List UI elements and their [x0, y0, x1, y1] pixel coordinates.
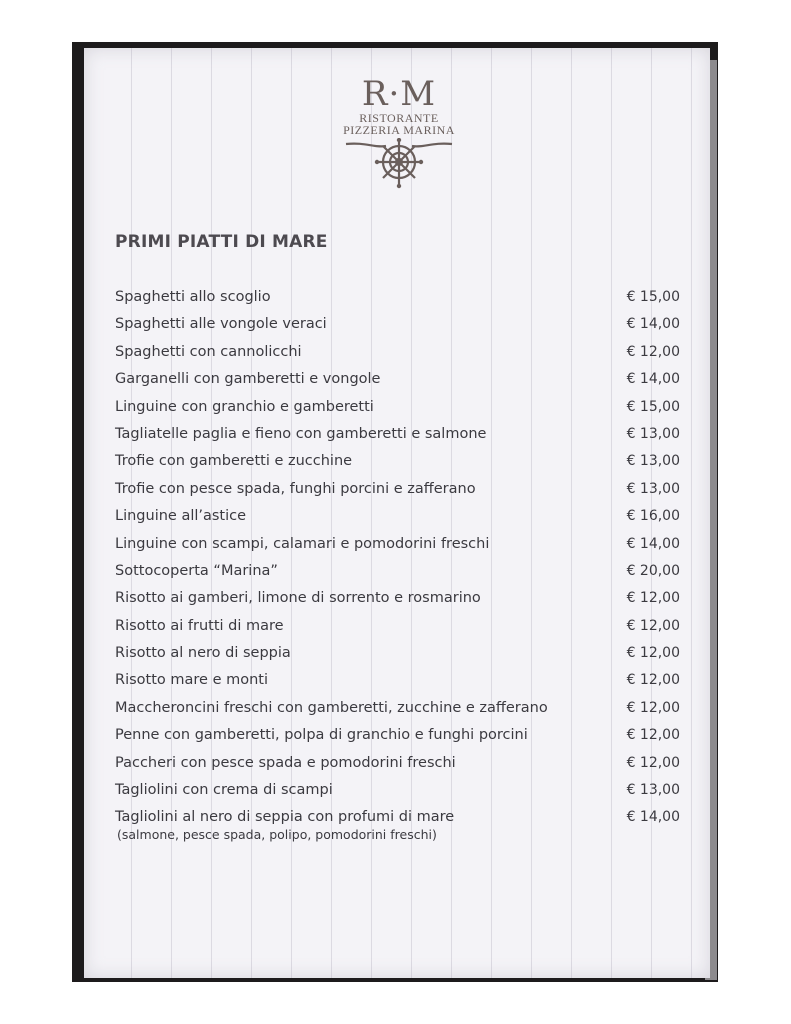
menu-item	[115, 534, 680, 561]
menu-item-name: Risotto ai frutti di mare	[115, 617, 284, 634]
menu-item-note: (salmone, pesce spada, polipo, pomodorini freschi)	[117, 827, 437, 843]
ships-wheel-icon	[344, 138, 454, 190]
menu-item	[115, 314, 680, 341]
menu-item	[115, 342, 680, 369]
menu-item-name: Maccheroncini freschi con gamberetti, zucchine e zafferano	[115, 699, 548, 716]
menu-item-price: € 15,00	[626, 398, 680, 415]
dish-list	[115, 287, 680, 843]
menu-item-name: Spaghetti con cannolicchi	[115, 343, 302, 360]
menu-item-name: Spaghetti allo scoglio	[115, 289, 271, 305]
menu-item	[115, 397, 680, 424]
menu-item-name: Sottocoperta “Marina”	[115, 562, 278, 579]
menu-item-price: € 12,00	[626, 672, 680, 689]
menu-item	[115, 451, 680, 478]
logo-name-line1: RISTORANTE	[359, 111, 439, 125]
menu-item-price: € 15,00	[626, 289, 680, 305]
menu-item-price: € 14,00	[626, 809, 680, 826]
menu-item	[115, 698, 680, 725]
section-title: PRIMI PIATTI DI MARE	[115, 232, 328, 252]
menu-item	[115, 506, 680, 533]
menu-item-name: Linguine con scampi, calamari e pomodorini freschi	[115, 535, 490, 552]
menu-item-price: € 13,00	[626, 425, 680, 442]
menu-item	[115, 588, 680, 615]
menu-item-name: Risotto mare e monti	[115, 672, 268, 689]
menu-item	[115, 479, 680, 506]
menu-item	[115, 561, 680, 588]
menu-item	[115, 780, 680, 807]
menu-item	[115, 643, 680, 670]
menu-item-price: € 12,00	[626, 699, 680, 716]
menu-item-price: € 12,00	[626, 343, 680, 360]
menu-item	[115, 369, 680, 396]
menu-item	[115, 753, 680, 780]
menu-item-name: Risotto ai gamberi, limone di sorrento e rosmarino	[115, 590, 481, 607]
menu-item-name: Tagliolini al nero di seppia con profumi di mare	[115, 809, 455, 826]
menu-item	[115, 670, 680, 697]
menu-item-price: € 13,00	[626, 782, 680, 799]
menu-item-price: € 13,00	[626, 480, 680, 497]
menu-item-price: € 12,00	[626, 590, 680, 607]
menu-item-price: € 14,00	[626, 535, 680, 552]
menu-item-price: € 12,00	[626, 617, 680, 634]
menu-item-price: € 20,00	[626, 562, 680, 579]
menu-item-price: € 12,00	[626, 727, 680, 744]
menu-item-name: Trofie con gamberetti e zucchine	[115, 453, 353, 470]
logo-initials: R·M	[361, 74, 437, 114]
menu-item-name: Garganelli con gamberetti e vongole	[115, 371, 381, 388]
menu-item	[115, 807, 680, 843]
menu-item	[115, 616, 680, 643]
menu-item-name: Tagliolini con crema di scampi	[115, 782, 333, 799]
menu-item-name: Linguine con granchio e gamberetti	[115, 398, 374, 415]
menu-item	[115, 725, 680, 752]
restaurant-logo	[339, 76, 459, 190]
menu-item-price: € 14,00	[626, 371, 680, 388]
menu-item-price: € 12,00	[626, 754, 680, 771]
menu-item-price: € 12,00	[626, 645, 680, 662]
menu-item	[115, 424, 680, 451]
menu-item	[115, 287, 680, 314]
menu-item-name: Trofie con pesce spada, funghi porcini e zafferano	[115, 480, 476, 497]
menu-item-price: € 16,00	[626, 508, 680, 525]
menu-item-name: Tagliatelle paglia e fieno con gamberetti e salmone	[115, 425, 487, 442]
logo-name-line2: PIZZERIA MARINA	[343, 123, 455, 137]
menu-item-name: Risotto al nero di seppia	[115, 645, 291, 662]
menu-item-price: € 14,00	[626, 316, 680, 333]
menu-item-name: Penne con gamberetti, polpa di granchio e funghi porcini	[115, 727, 528, 744]
menu-item-name: Spaghetti alle vongole veraci	[115, 316, 327, 333]
menu-item-price: € 13,00	[626, 453, 680, 470]
menu-item-name: Paccheri con pesce spada e pomodorini freschi	[115, 754, 456, 771]
menu-sheet	[84, 48, 710, 978]
menu-item-name: Linguine all’astice	[115, 508, 247, 525]
